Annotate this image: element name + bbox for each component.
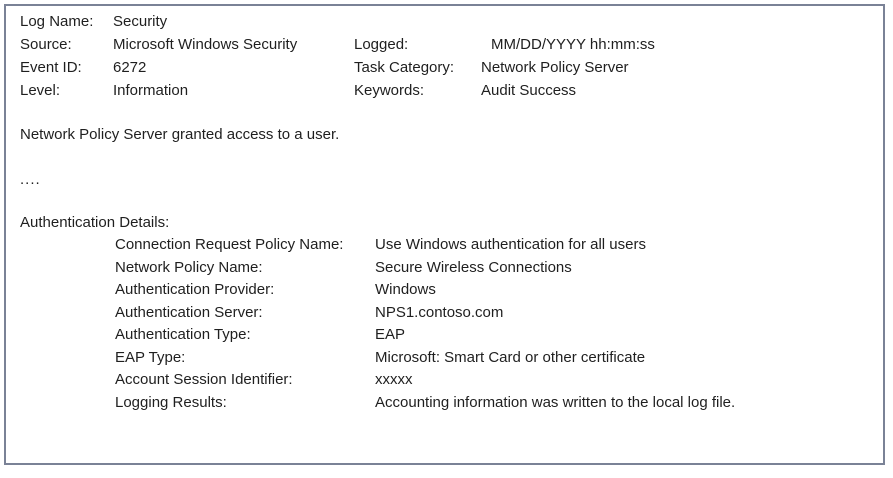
task-category-label: Task Category: [354, 59, 455, 76]
level-label: Level: [20, 82, 61, 99]
task-category-value: Network Policy Server [481, 59, 629, 76]
detail-row-authentication-provider [20, 279, 869, 302]
logged-label: Logged: [354, 36, 409, 53]
log-name-label: Log Name: [20, 13, 94, 30]
source-label: Source: [20, 36, 72, 53]
detail-value: xxxxx [375, 371, 413, 388]
header-spacer [354, 10, 481, 33]
detail-label: EAP Type: [115, 348, 186, 366]
keywords-value: Audit Success [481, 82, 577, 99]
detail-value: Accounting information was written to the local log file. [375, 393, 736, 411]
detail-value: Microsoft: Smart Card or other certificate [375, 348, 646, 366]
detail-label: Authentication Server: [115, 303, 263, 321]
authentication-details-section [20, 211, 869, 414]
detail-row-account-session-identifier [20, 369, 869, 392]
event-id-value: 6272 [113, 59, 147, 76]
detail-row-authentication-type [20, 324, 869, 347]
authentication-details-title: Authentication Details: [20, 214, 170, 231]
detail-row-network-policy-name [20, 257, 869, 280]
detail-label: Authentication Provider: [115, 281, 275, 298]
detail-value: Use Windows authentication for all users [375, 236, 646, 253]
detail-label: Account Session Identifier: [115, 371, 293, 388]
omitted-text-ellipsis: .... [20, 171, 41, 188]
level-value: Information [113, 82, 189, 99]
detail-value: EAP [375, 326, 406, 343]
detail-label: Connection Request Policy Name: [115, 236, 344, 253]
event-header-row-source-logged [20, 33, 869, 56]
detail-value: NPS1.contoso.com [375, 303, 504, 321]
detail-value: Windows [375, 281, 436, 298]
event-id-label: Event ID: [20, 59, 82, 76]
event-header-row-level-keywords [20, 79, 869, 102]
log-name-value: Security [113, 13, 168, 30]
event-header-row-eventid-taskcategory [20, 56, 869, 79]
detail-label: Authentication Type: [115, 326, 251, 343]
detail-value: Secure Wireless Connections [375, 258, 572, 276]
keywords-label: Keywords: [354, 82, 425, 99]
event-header-fields [20, 10, 869, 102]
detail-row-logging-results [20, 392, 869, 415]
detail-row-authentication-server [20, 302, 869, 325]
detail-row-eap-type [20, 347, 869, 370]
detail-label: Logging Results: [115, 393, 227, 411]
source-value: Microsoft Windows Security [113, 36, 298, 53]
event-description: Network Policy Server granted access to a user. [20, 126, 340, 143]
detail-row-connection-request-policy [20, 234, 869, 257]
detail-label: Network Policy Name: [115, 258, 263, 276]
logged-value: MM/DD/YYYY hh:mm:ss [491, 36, 655, 53]
event-header-row-log-name [20, 10, 869, 33]
header-spacer [481, 10, 869, 33]
